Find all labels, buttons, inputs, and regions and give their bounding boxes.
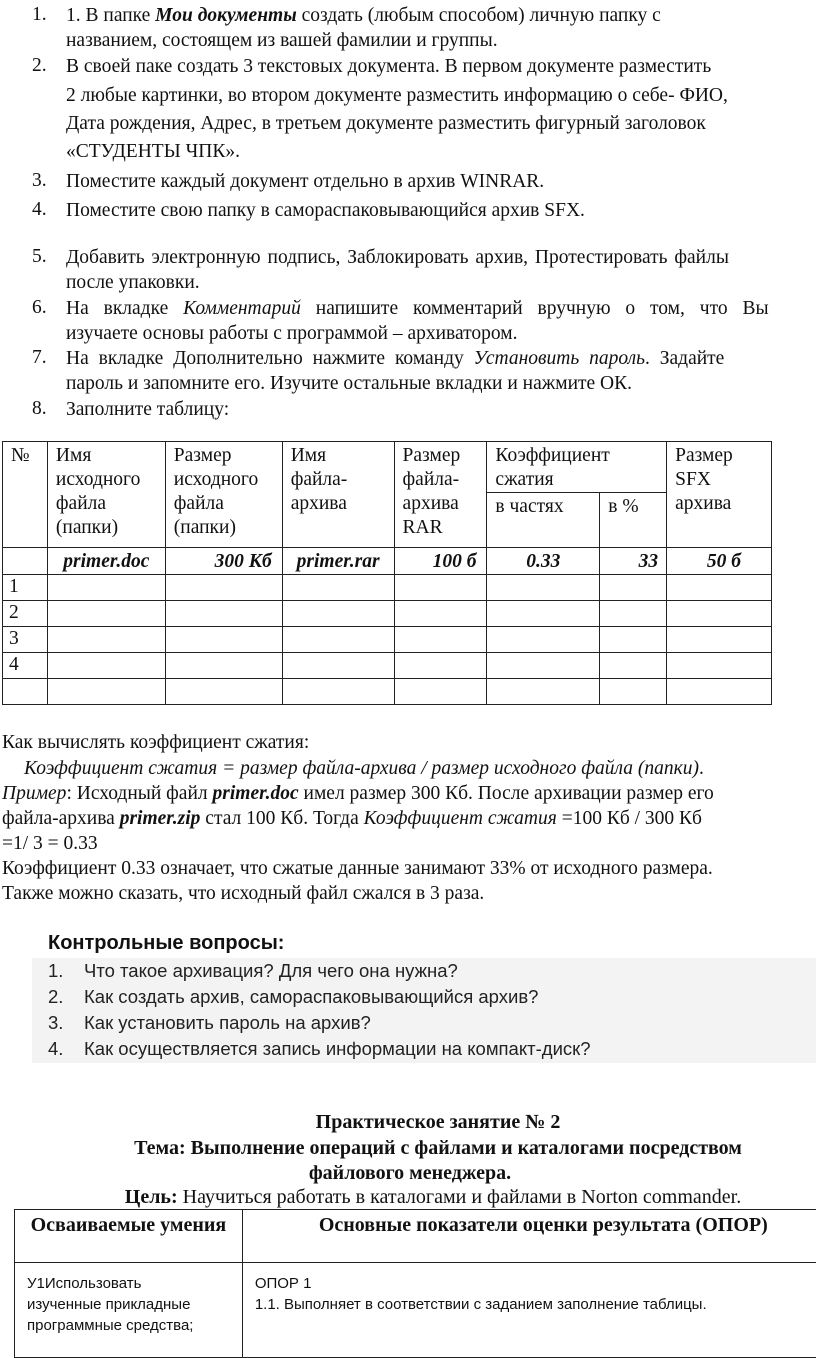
header-rar-size: Размер файла- архива RAR [394,442,487,548]
table-row: 1 [3,575,772,601]
lesson-goal: Цель: Научиться работать в каталогами и файлами в Norton commander. [124,1186,742,1208]
lesson-topic-line-2: файлового менеджера. [308,1162,512,1184]
skills-header-1: Осваиваемые умения [15,1210,243,1263]
task-7-line-2: пароль и запомните его. Изучите остальные вкладки и нажмите ОК. [66,373,633,394]
task-1-line-1: 1. В папке Мои документы создать (любым способом) личную папку с [66,5,661,26]
task-number: 2. [32,55,47,76]
task-5-line-2: после упаковки. [66,272,200,293]
header-source-size: Размер исходного файла (папки) [165,442,282,548]
table-row [3,679,772,705]
task-number: 8. [32,398,47,419]
task-3-line-1: Поместите каждый документ отдельно в архив WINRAR. [66,171,545,192]
example-line-4: Коэффициент 0.33 означает, что сжатые данные занимают 33% от исходного размера. [2,858,713,879]
list-item: Что такое архивация? Для чего она нужна? [84,960,458,981]
question-number: 4. [48,1038,64,1059]
example-line-3: =1/ 3 = 0.33 [2,833,98,854]
task-6-line-2: изучаете основы работы с программой – архиватором. [66,323,518,344]
example-line-2: файла-архива primer.zip стал 100 Кб. Тогда Коэффициент сжатия =100 Кб / 300 Кб [2,808,702,829]
header-coef-percent: в % [600,493,667,548]
task-2-line-2: 2 любые картинки, во втором документе разместить информацию о себе- ФИО, [66,85,728,106]
list-item: Как установить пароль на архив? [84,1012,371,1033]
task-number: 6. [32,297,47,318]
example-coef-percent: 33 [600,548,667,575]
lesson-topic-line-1: Тема: Выполнение операций с файлами и каталогами посредством [134,1137,742,1159]
header-coefficient: Коэффициент сжатия [487,442,667,493]
task-6-line-1: На вкладке Комментарий напишите комментарий вручную о том, что Вы [66,298,769,319]
task-7-line-1: На вкладке Дополнительно нажмите команду Установить пароль. Задайте [66,348,725,369]
example-archive-name: primer.rar [282,548,394,575]
task-2-line-4: «СТУДЕНТЫ ЧПК». [66,141,240,162]
skills-header-2: Основные показатели оценки результата (ОПОР) [242,1210,816,1263]
example-line-5: Также можно сказать, что исходный файл сжался в 3 раза. [2,883,485,904]
control-heading: Контрольные вопросы: [48,932,285,954]
header-source-name: Имя исходного файла (папки) [47,442,165,548]
formula-heading: Как вычислять коэффициент сжатия: [2,732,310,753]
example-coef-parts: 0.33 [487,548,600,575]
skills-cell-1: У1Использовать изученные прикладные программные средства; [15,1263,243,1358]
task-4-line-1: Поместите свою папку в самораспаковывающийся архив SFX. [66,200,585,221]
skills-table [14,1209,816,1358]
task-2-line-1: В своей паке создать 3 текстовых документа. В первом документе разместить [66,56,712,77]
example-line-1: Пример: Исходный файл primer.doc имел размер 300 Кб. После архивации размер его [2,783,714,804]
example-rar-size: 100 б [394,548,487,575]
question-number: 3. [48,1012,64,1033]
example-sfx-size: 50 б [667,548,772,575]
task-1-line-2: названием, состоящем из вашей фамилии и группы. [66,30,498,51]
table-row: 3 [3,627,772,653]
task-8-line-1: Заполните таблицу: [66,399,230,420]
header-num: № [3,442,48,548]
header-archive-name: Имя файла- архива [282,442,394,548]
task-number: 4. [32,199,47,220]
table-row: 4 [3,653,772,679]
example-source-size: 300 Кб [165,548,282,575]
table-row: 2 [3,601,772,627]
question-number: 2. [48,986,64,1007]
list-item: Как создать архив, самораспаковывающийся архив? [84,986,539,1007]
question-number: 1. [48,960,64,981]
task-number: 5. [32,246,47,267]
task-number: 3. [32,170,47,191]
task-5-line-1: Добавить электронную подпись, Заблокировать архив, Протестировать файлы [66,247,729,268]
header-sfx-size: Размер SFX архива [667,442,772,548]
formula-text: Коэффициент сжатия = размер файла-архива / размер исходного файла (папки). [24,758,704,779]
lesson-title: Практическое занятие № 2 [315,1111,561,1133]
list-item: Как осуществляется запись информации на компакт-диск? [84,1038,591,1059]
example-row [3,548,772,575]
header-coef-parts: в частях [487,493,600,548]
skills-cell-2: ОПОР 1 1.1. Выполняет в соответствии с заданием заполнение таблицы. [242,1263,816,1358]
example-source-name: primer.doc [47,548,165,575]
compression-table [2,441,772,705]
task-number: 7. [32,347,47,368]
task-2-line-3: Дата рождения, Адрес, в третьем документе разместить фигурный заголовок [66,113,706,134]
task-number: 1. [32,4,47,25]
